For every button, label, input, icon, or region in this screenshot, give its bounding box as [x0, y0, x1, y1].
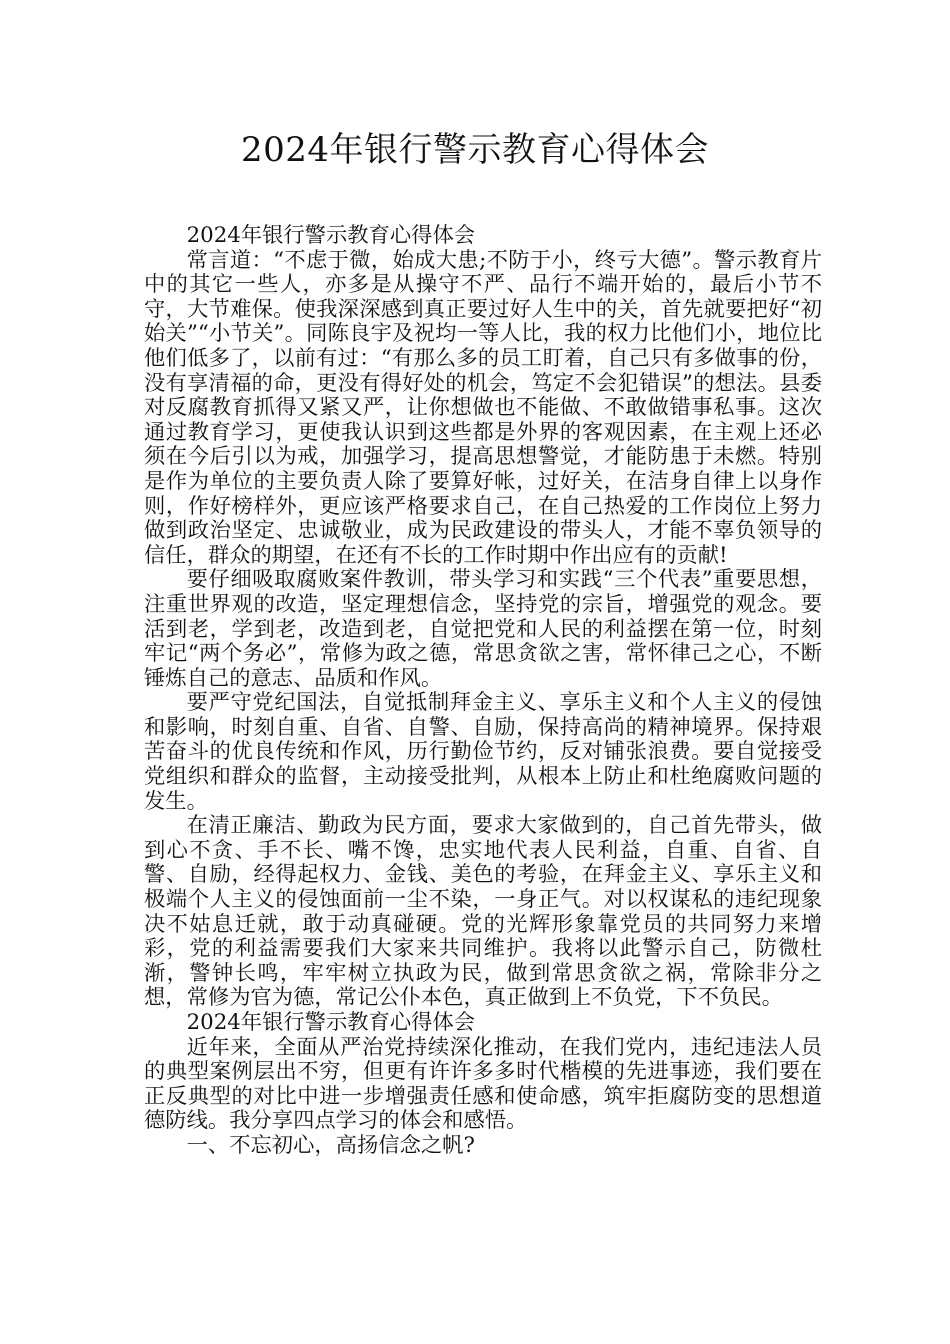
paragraph: 在清正廉洁、勤政为民方面，要求大家做到的，自己首先带头，做到心不贪、手不长、嘴不馋，忠实地代表人民利益，自重、自省、自警、自励，经得起权力、金钱、美色的考验，在拜金主义、享乐主义和极端个人主义的侵蚀面前一尘不染，一身正气。对以权谋私的违纪现象决不姑息迁就，敢于动真碰硬。党的光辉形象靠党员的共同努力来增彩，党的利益需要我们大家来共同维护。我将以此警示自己，防微杜渐，警钟长鸣，牢牢树立执政为民，做到常思贪欲之祸，常除非分之想，常修为官为德，常记公仆本色，真正做到上不负党，下不负民。 [144, 813, 822, 1011]
paragraph: 要严守党纪国法，自觉抵制拜金主义、享乐主义和个人主义的侵蚀和影响，时刻自重、自省、自警、自励，保持高尚的精神境界。保持艰苦奋斗的优良传统和作风，历行勤俭节约，反对铺张浪费。要自觉接受党组织和群众的监督，主动接受批判，从根本上防止和杜绝腐败问题的发生。 [144, 690, 822, 814]
paragraph: 要仔细吸取腐败案件教训，带头学习和实践“三个代表”重要思想，注重世界观的改造，坚定理想信念，坚持党的宗旨，增强党的观念。要活到老，学到老，改造到老，自觉把党和人民的利益摆在第一位，时刻牢记“两个务必”，常修为政之德，常思贪欲之害，常怀律己之心，不断锤炼自己的意志、品质和作风。 [144, 567, 822, 691]
paragraph: 常言道：“不虑于微，始成大患;不防于小，终亏大德”。警示教育片中的其它一些人，亦多是从操守不严、品行不端开始的，最后小节不守，大节难保。使我深深感到真正要过好人生中的关，首先就要把好“初始关”“小节关”。同陈良宇及祝均一等人比，我的权力比他们小，地位比他们低多了，以前有过：“有那么多的员工盯着，自己只有多做事的份，没有享清福的命，更没有得好处的机会，笃定不会犯错误”的想法。县委对反腐教育抓得又紧又严，让你想做也不能做、不敢做错事私事。这次通过教育学习，更使我认识到这些都是外界的客观因素，在主观上还必须在今后引以为戒，加强学习，提高思想警觉，才能防患于未燃。特别是作为单位的主要负责人除了要算好帐，过好关，在洁身自律上以身作则，作好榜样外，更应该严格要求自己，在自己热爱的工作岗位上努力做到政治坚定、忠诚敬业，成为民政建设的带头人，才能不辜负领导的信任，群众的期望，在还有不长的工作时期中作出应有的贡献! [144, 247, 822, 568]
section-heading: 2024年银行警示教育心得体会 [186, 1010, 476, 1035]
section-heading: 2024年银行警示教育心得体会 [186, 223, 476, 248]
paragraph: 近年来，全面从严治党持续深化推动，在我们党内，违纪违法人员的典型案例层出不穷，但更有许许多多时代楷模的先进事迹，我们要在正反典型的对比中进一步增强责任感和使命感，筑牢拒腐防变的思想道德防线。我分享四点学习的体会和感悟。 [144, 1034, 822, 1134]
document-body [144, 224, 822, 1159]
subsection-heading: 一、不忘初心，高扬信念之帆? [186, 1132, 475, 1158]
document-title: 2024年银行警示教育心得体会 [240, 130, 710, 170]
